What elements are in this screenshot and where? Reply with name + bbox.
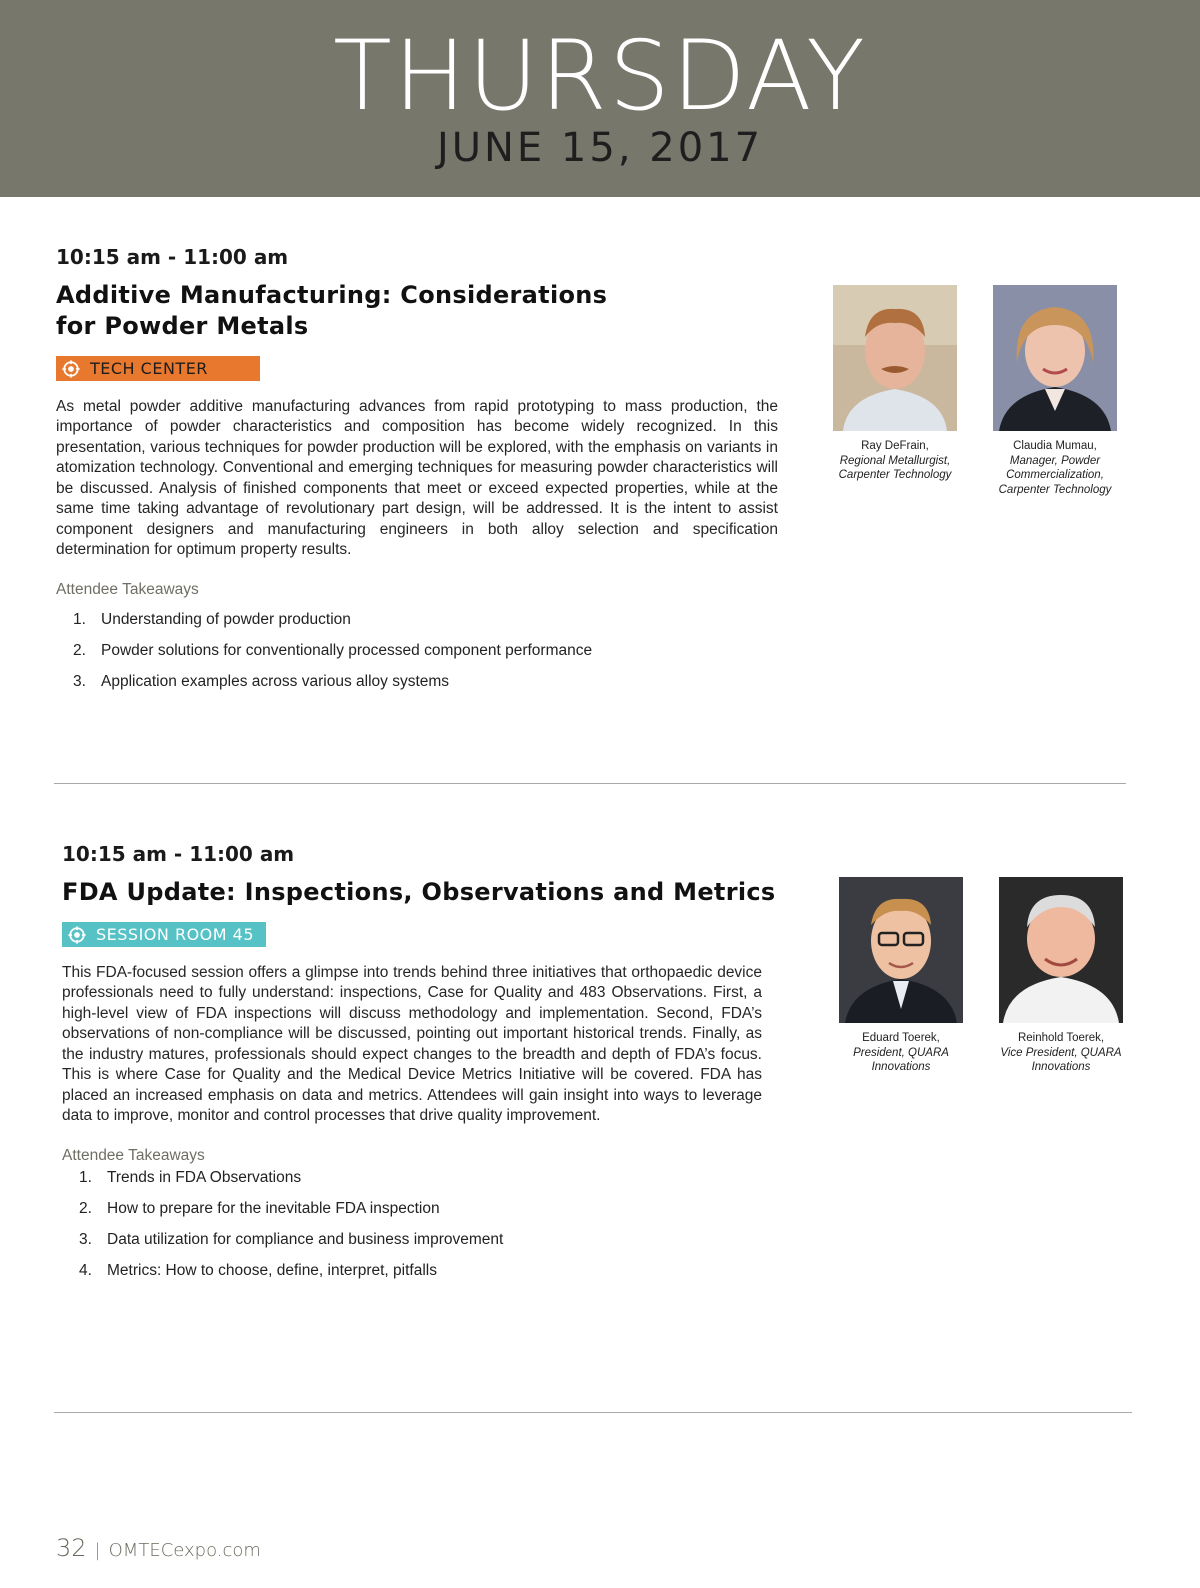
speaker-role: Vice President, QUARA Innovations — [1000, 1046, 1122, 1073]
session-title: FDA Update: Inspections, Observations and Metrics — [62, 878, 776, 906]
speaker-card — [826, 877, 976, 1075]
speaker-name: Eduard Toerek, — [862, 1032, 940, 1044]
takeaways-label: Attendee Takeaways — [62, 1146, 205, 1164]
speaker-caption — [820, 439, 970, 483]
list-item: 1. Trends in FDA Observations — [79, 1168, 302, 1186]
location-target-icon — [68, 926, 86, 944]
speaker-role: Manager, Powder Commercialization, Carpenter Technology — [998, 454, 1112, 496]
page-header — [0, 0, 1200, 197]
list-item: 2. How to prepare for the inevitable FDA inspection — [79, 1199, 440, 1217]
session-time: 10:15 am - 11:00 am — [62, 842, 295, 866]
section-divider — [54, 1412, 1132, 1413]
speaker-name: Claudia Mumau, — [1013, 440, 1097, 452]
list-item: 1. Understanding of powder production — [73, 610, 351, 628]
speaker-photo — [839, 877, 963, 1023]
speaker-caption — [826, 1031, 976, 1075]
speaker-photo — [833, 285, 957, 431]
speaker-role: Regional Metallurgist, Carpenter Technology — [838, 454, 952, 481]
location-target-icon — [62, 360, 80, 378]
section-divider — [54, 783, 1126, 784]
location-tag — [62, 922, 266, 947]
speaker-role: President, QUARA Innovations — [853, 1046, 949, 1073]
takeaways-list — [56, 609, 1126, 693]
speaker-card — [986, 877, 1136, 1075]
list-item: 3. Data utilization for compliance and business improvement — [79, 1230, 504, 1248]
list-item: 2. Powder solutions for conventionally processed component performance — [73, 641, 593, 659]
location-tag-label: TECH CENTER — [90, 359, 208, 378]
session-title: Additive Manufacturing: Considerations for Powder Metals — [56, 281, 608, 340]
page-footer — [56, 1534, 261, 1562]
list-item: 4. Metrics: How to choose, define, interpret, pitfalls — [79, 1261, 437, 1279]
footer-separator: | — [94, 1540, 101, 1561]
speaker-caption — [980, 439, 1130, 497]
session-description: This FDA-focused session offers a glimpse into trends behind three initiatives that orthopaedic device professionals need to fully understand: inspections, Case for Quality and 483 Observations. First, a high-level view of FDA inspections will discuss methodology and implementation. Second, FDA’s observations of non-compliance will be discussed, pointing out important historical trends. Finally, as the industry matures, professionals should expect changes to the breadth and depth of FDA’s focus. This is where Case for Quality and the Medical Device Metrics Initiative will be covered. FDA has placed an increased emphasis on data and metrics. Attendees will gain insight into ways to leverage data to improve, monitor and control processes that drive quality improvement. — [62, 963, 762, 1124]
speaker-photo — [999, 877, 1123, 1023]
takeaways-label: Attendee Takeaways — [56, 580, 199, 598]
speaker-caption — [986, 1031, 1136, 1075]
location-tag — [56, 356, 260, 381]
speakers-session-2 — [826, 877, 1146, 1075]
speaker-card — [820, 285, 970, 497]
page-number: 32 — [56, 1534, 87, 1562]
takeaways-list — [62, 1167, 1132, 1282]
session-description: As metal powder additive manufacturing advances from rapid prototyping to mass production, the importance of powder characteristics and composition has become widely recognized. In this presentation, various techniques for powder production will be explored, with the emphasis on variants in atomization technology. Conventional and emerging techniques for measuring powder characteristics will be discussed. Analysis of finished components that meet or exceed expected properties, while at the same time taking advantage of revolutionary part design, will be addressed. It is the intent to assist component designers and manufacturing engineers in both alloy selection and specification determination for optimum property results. — [56, 397, 778, 558]
day-heading: THURSDAY — [333, 20, 867, 132]
speaker-name: Reinhold Toerek, — [1017, 1032, 1105, 1044]
location-tag-label: SESSION ROOM 45 — [96, 925, 254, 944]
footer-site-link[interactable]: OMTECexpo.com — [108, 1540, 261, 1561]
speaker-card — [980, 285, 1130, 497]
speaker-photo — [993, 285, 1117, 431]
speakers-session-1 — [820, 285, 1140, 497]
list-item: 3. Application examples across various alloy systems — [73, 672, 450, 690]
date-heading: JUNE 15, 2017 — [436, 125, 764, 171]
session-time: 10:15 am - 11:00 am — [56, 245, 289, 269]
speaker-name: Ray DeFrain, — [861, 440, 929, 452]
